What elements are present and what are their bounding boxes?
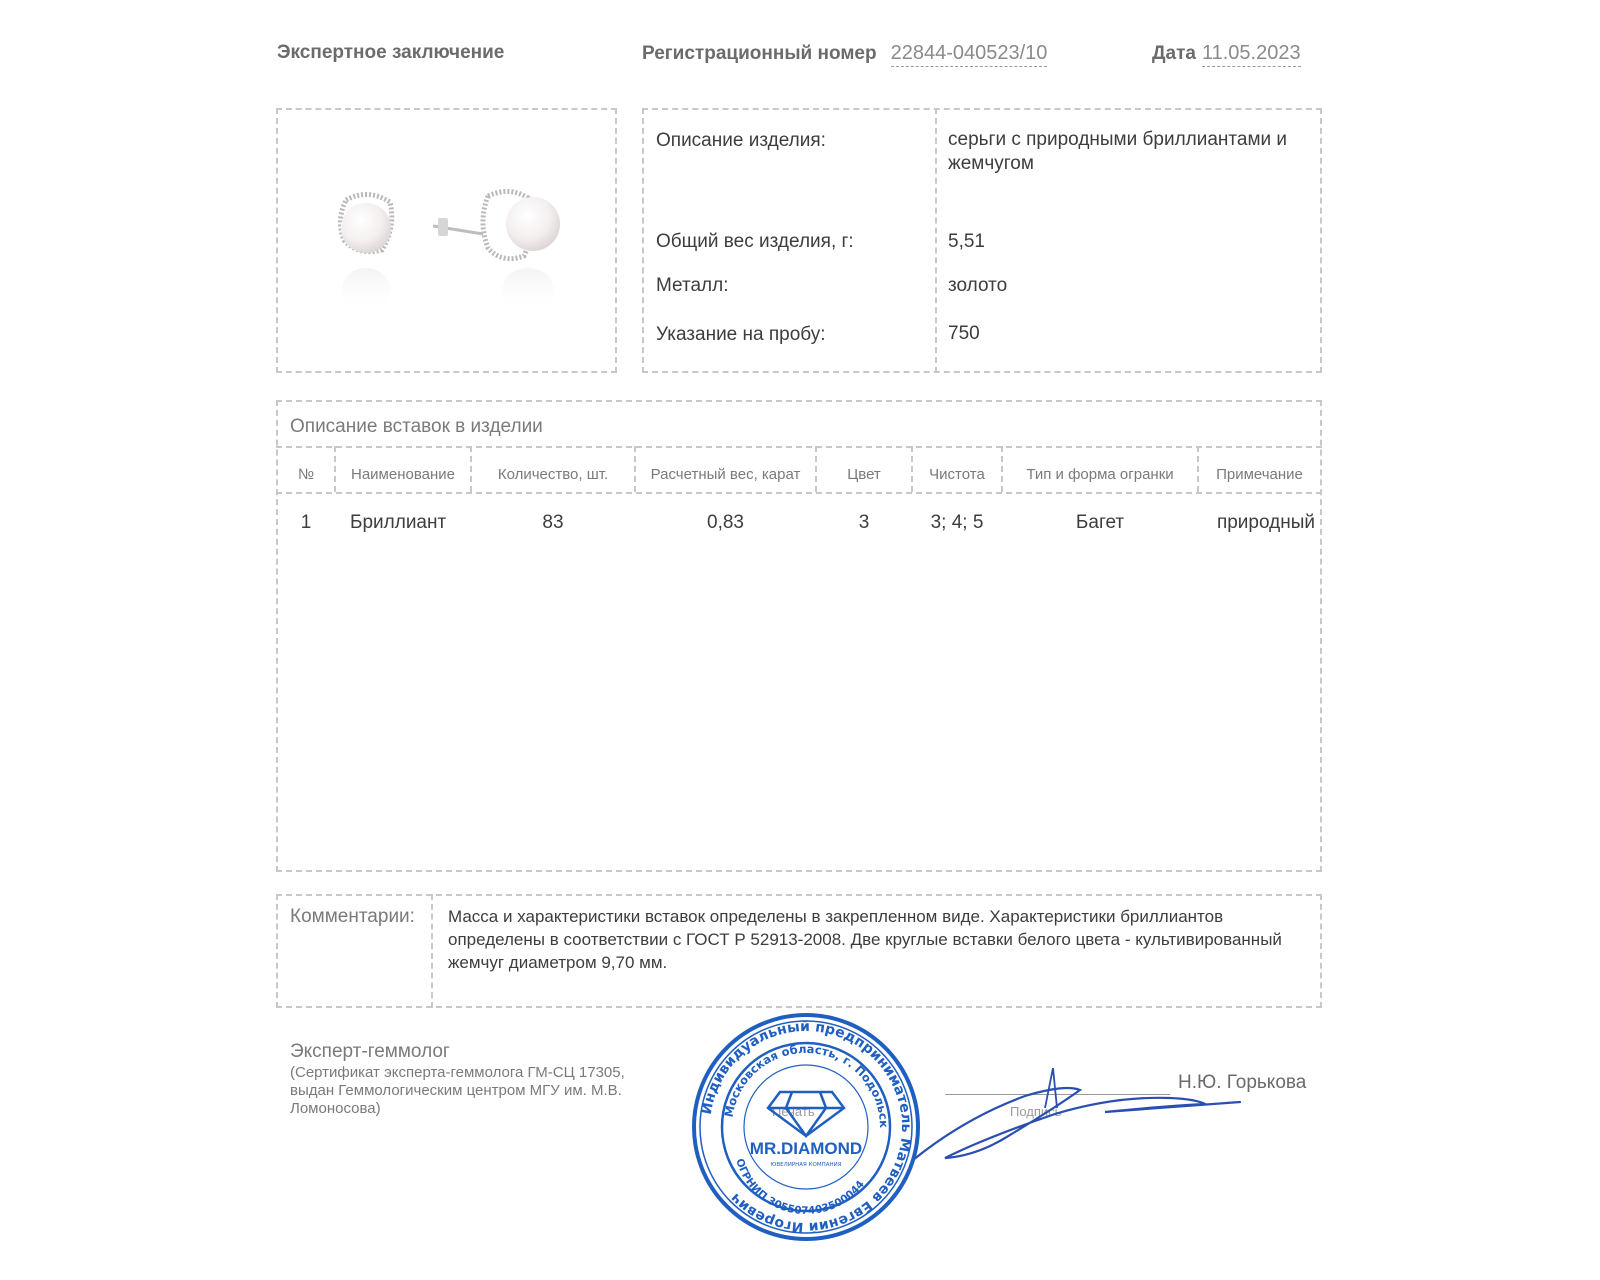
- expert-certificate: (Сертификат эксперта-геммолога ГМ-СЦ 17305, выдан Геммологическим центром МГУ им. М.В. Ломоносова): [290, 1064, 625, 1117]
- info-divider: [935, 108, 937, 373]
- cell-clarity: 3; 4; 5: [930, 512, 984, 533]
- col-header-number: №: [297, 466, 315, 483]
- col-header-color: Цвет: [847, 466, 881, 483]
- company-stamp: [690, 1012, 922, 1242]
- col-header-cut: Тип и форма огранки: [1026, 466, 1174, 483]
- stamp-label: Печать: [772, 1104, 815, 1119]
- hallmark-label: Указание на пробу:: [656, 324, 826, 345]
- diamond-logo-icon: [768, 1092, 844, 1136]
- col-header-weight: Расчетный вес, карат: [650, 466, 801, 483]
- date-row: [1152, 42, 1301, 65]
- stamp-ogrn: ОГРНИП 305507403500044: [733, 1157, 867, 1218]
- comments-label: Комментарии:: [290, 906, 415, 927]
- signature-label: Подпись: [1010, 1104, 1062, 1119]
- stamp-brand-subtitle: ЮВЕЛИРНАЯ КОМПАНИЯ: [770, 1162, 842, 1168]
- cell-number: 1: [300, 512, 312, 533]
- inserts-title: Описание вставок в изделии: [290, 416, 543, 437]
- cell-quantity: 83: [542, 512, 564, 533]
- product-photo-frame: [276, 108, 617, 373]
- cell-color: 3: [858, 512, 870, 533]
- col-header-note: Примечание: [1216, 466, 1303, 483]
- hallmark-value: 750: [948, 323, 980, 344]
- col-header-name: Наименование: [351, 466, 455, 483]
- registration-number-label: Регистрационный номер: [642, 43, 877, 64]
- cell-note: природный: [1216, 512, 1315, 533]
- stamp-outer-text: Индивидуальный предприниматель Матвеев Евгений Игоревич: [698, 1018, 915, 1236]
- cell-name: Бриллиант: [350, 512, 447, 533]
- document-title: Экспертное заключение: [277, 42, 505, 63]
- cell-cut: Багет: [1075, 512, 1125, 533]
- comments-text: Масса и характеристики вставок определены в закрепленном виде. Характеристики бриллиантов определены в соответствии с ГОСТ Р 52913-2008. Две круглые вставки белого цвета - культивированный жемчуг диаметром 9,70 мм.: [448, 907, 1282, 972]
- cell-weight: 0,83: [707, 512, 744, 533]
- stamp-brand: MR.DIAMOND: [749, 1139, 863, 1158]
- comments-divider: [431, 894, 433, 1008]
- handwritten-signature: [905, 1068, 1250, 1168]
- registration-number-value: 22844-040523/10: [891, 42, 1048, 67]
- table-header-bottom-line: [276, 492, 1322, 494]
- earrings-photo: [278, 110, 615, 371]
- weight-value: 5,51: [948, 231, 985, 252]
- description-label: Описание изделия:: [656, 130, 826, 151]
- stamp-inner-text: Московская область, г. Подольск: [721, 1041, 892, 1129]
- date-label: Дата: [1152, 43, 1196, 64]
- metal-value: золото: [948, 275, 1008, 296]
- description-value: серьги с природными бриллиантами и жемчугом: [948, 129, 1288, 174]
- expert-title: Эксперт-геммолог: [290, 1041, 450, 1062]
- col-header-clarity: Чистота: [929, 466, 985, 483]
- expert-name: Н.Ю. Горькова: [1178, 1072, 1307, 1093]
- metal-label: Металл:: [656, 275, 729, 296]
- date-value: 11.05.2023: [1202, 42, 1301, 67]
- weight-label: Общий вес изделия, г:: [656, 231, 854, 252]
- table-header-top-line: [276, 446, 1322, 448]
- col-header-quantity: Количество, шт.: [497, 466, 609, 483]
- registration-number-row: [642, 42, 1047, 65]
